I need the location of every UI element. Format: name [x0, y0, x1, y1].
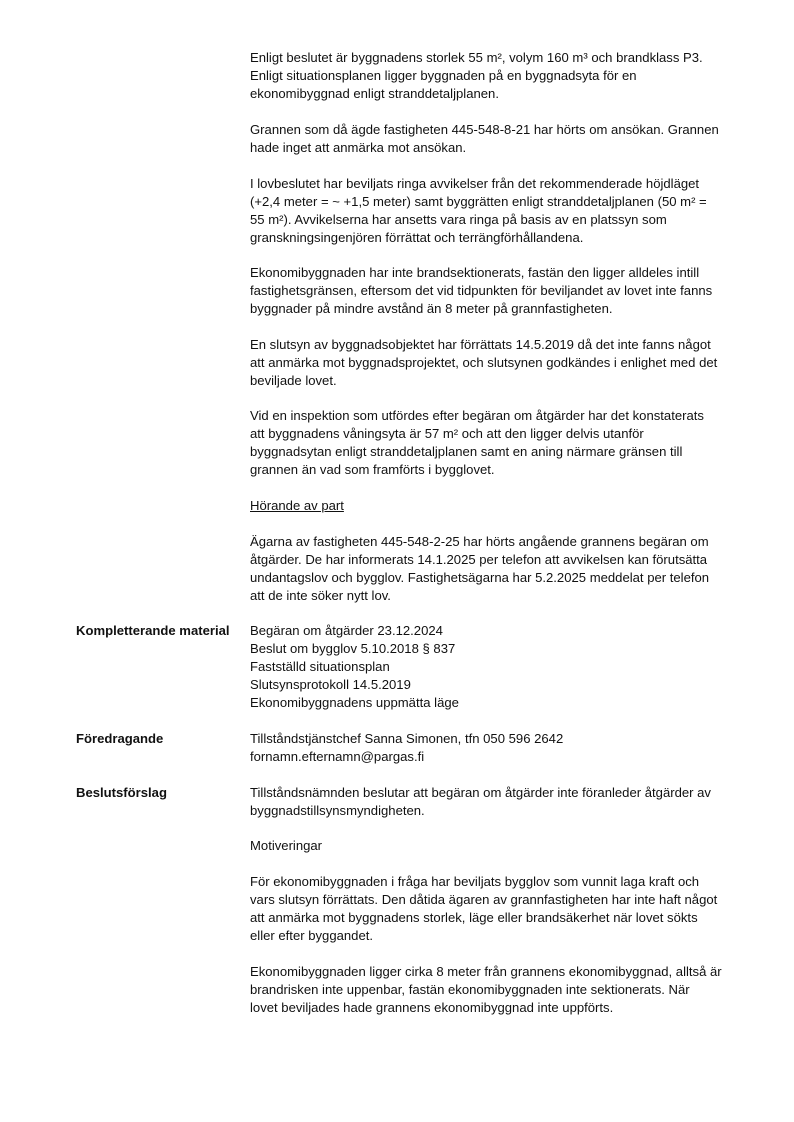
- label-foredragande: Föredragande: [76, 731, 164, 746]
- paragraph-motivering-2: Ekonomibyggnaden ligger cirka 8 meter från grannens ekonomibyggnad, alltså är brandrisken inte uppenbar, fastän ekonomibyggnaden inte sektionerats. När lovet beviljades hade grannens ekonomibyggnad inte uppförts.: [250, 964, 722, 1015]
- section-heading-horande: Hörande av part: [250, 498, 344, 513]
- text-foredragande: Tillståndstjänstchef Sanna Simonen, tfn 050 596 2642 fornamn.efternamn@pargas.fi: [250, 731, 564, 764]
- paragraph-inspection-findings: Vid en inspektion som utfördes efter begäran om åtgärder har det konstaterats att byggnadens våningsyta är 57 m² och att den ligger delvis utanför byggnadsytan enligt stranddetaljplanen samt en aning närmare gränsen till grannen än vad som framförts i bygglovet.: [250, 408, 704, 477]
- paragraph-motivering-1: För ekonomibyggnaden i fråga har beviljats bygglov som vunnit laga kraft och vars slutsyn förrättats. Den dåtida ägaren av grannfastigheten har inte haft något att anmärka mot byggnadens storlek, läge eller brandsäkerhet när lovet sökts eller efter byggandet.: [250, 874, 718, 943]
- paragraph-deviations: I lovbeslutet har beviljats ringa avvikelser från det rekommenderade höjdläget (+2,4 meter = ~ +1,5 meter) samt byggrätten enligt stranddetaljplanen (50 m² = 55 m²). Avvikelserna har ansetts vara ringa på basis av en platssyn som granskningsingenjören förrättat och terrängförhållandena.: [250, 176, 707, 245]
- paragraph-final-inspection: En slutsyn av byggnadsobjektet har förrättats 14.5.2019 då det inte fanns något att anmärka mot byggnadsprojektet, och slutsynen godkändes i enlighet med det beviljade lovet.: [250, 337, 718, 388]
- list-kompletterande-material: Begäran om åtgärder 23.12.2024 Beslut om bygglov 5.10.2018 § 837 Fastställd situationsplan Slutsynsprotokoll 14.5.2019 Ekonomibyggnadens uppmätta läge: [250, 623, 459, 710]
- label-beslutsforslag: Beslutsförslag: [76, 785, 167, 800]
- paragraph-building-size: Enligt beslutet är byggnadens storlek 55 m², volym 160 m³ och brandklass P3. Enligt situationsplanen ligger byggnaden på en byggnadsyta för en ekonomibyggnad enligt stranddetaljplanen.: [250, 50, 703, 101]
- label-kompletterande-material: Kompletterande material: [76, 623, 230, 638]
- paragraph-fire-sections: Ekonomibyggnaden har inte brandsektionerats, fastän den ligger alldeles intill fastighetsgränsen, eftersom det vid tidpunkten för beviljandet av lovet inte fanns byggnader på mindre avstånd än 8 meter på grannfastigheten.: [250, 265, 713, 316]
- heading-motiveringar: Motiveringar: [250, 838, 323, 853]
- paragraph-neighbor-heard: Grannen som då ägde fastigheten 445-548-8-21 har hörts om ansökan. Grannen hade inget att anmärka mot ansökan.: [250, 122, 719, 155]
- text-beslutsforslag: Tillståndsnämnden beslutar att begäran om åtgärder inte föranleder åtgärder av byggnadstillsynsmyndigheten.: [250, 785, 711, 818]
- paragraph-horande: Ägarna av fastigheten 445-548-2-25 har hörts angående grannens begäran om åtgärder. De har informerats 14.1.2025 per telefon att avvikelsen kan förutsätta undantagslov och bygglov. Fastighetsägarna har 5.2.2025 meddelat per telefon att de inte söker nytt lov.: [250, 534, 710, 603]
